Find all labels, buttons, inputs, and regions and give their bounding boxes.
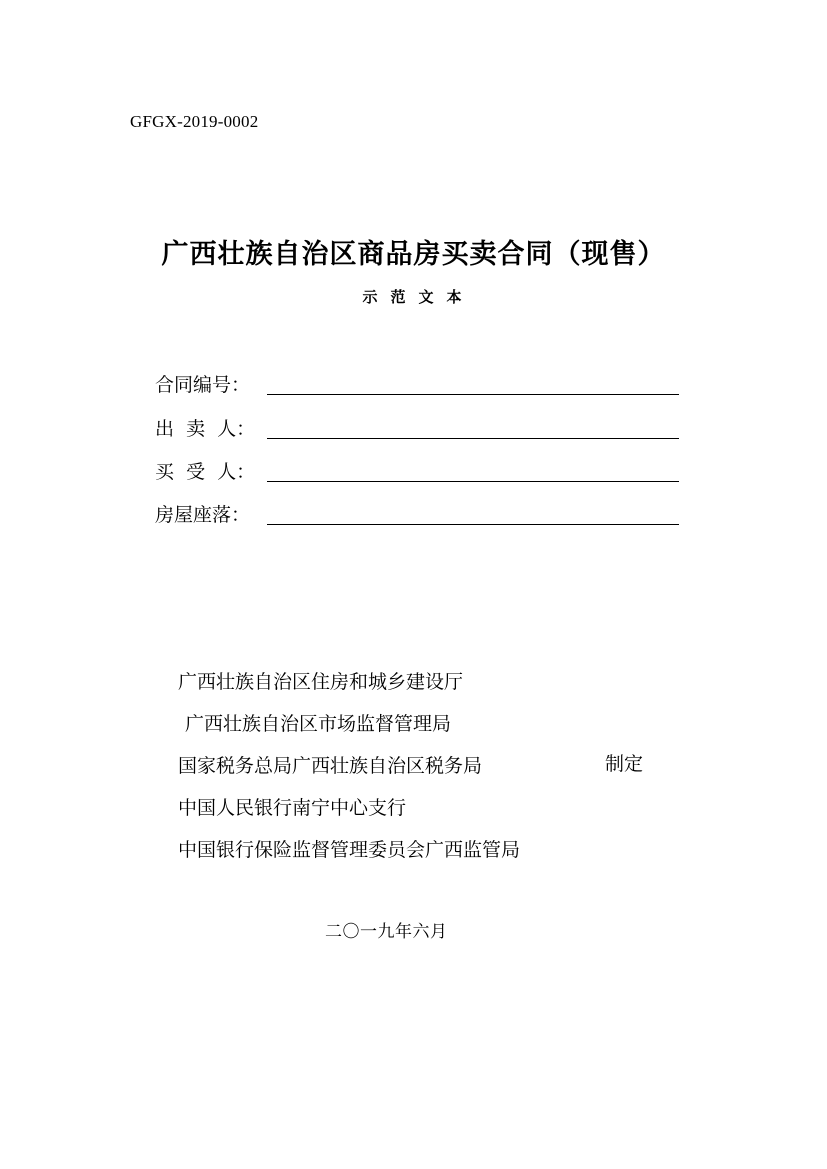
seller-label: 出 卖 人：	[155, 418, 256, 440]
seller-field[interactable]	[155, 414, 679, 440]
contract-number-field[interactable]	[155, 370, 679, 396]
buyer-field[interactable]	[155, 457, 679, 483]
document-code: GFGX-2019-0002	[130, 112, 259, 131]
issue-date: 二〇一九年六月	[325, 922, 448, 942]
seller-blank[interactable]	[267, 438, 679, 439]
property-location-blank[interactable]	[267, 524, 679, 525]
buyer-label: 买 受 人：	[155, 461, 256, 483]
issuer-market-regulation: 广西壮族自治区市场监督管理局	[185, 713, 452, 735]
property-location-label: 房屋座落：	[155, 504, 251, 526]
property-location-field[interactable]	[155, 500, 679, 526]
issuer-tax-bureau: 国家税务总局广西壮族自治区税务局	[178, 755, 483, 777]
issuer-housing-department: 广西壮族自治区住房和城乡建设厅	[178, 671, 464, 693]
document-subtitle: 示范文本	[362, 288, 475, 306]
issuer-peoples-bank: 中国人民银行南宁中心支行	[178, 797, 407, 819]
made-label: 制定	[605, 753, 644, 775]
issuer-banking-insurance-regulator: 中国银行保险监督管理委员会广西监管局	[178, 839, 521, 861]
buyer-blank[interactable]	[267, 481, 679, 482]
document-title: 广西壮族自治区商品房买卖合同（现售）	[161, 239, 666, 270]
contract-number-blank[interactable]	[267, 394, 679, 395]
contract-number-label: 合同编号：	[155, 374, 251, 396]
